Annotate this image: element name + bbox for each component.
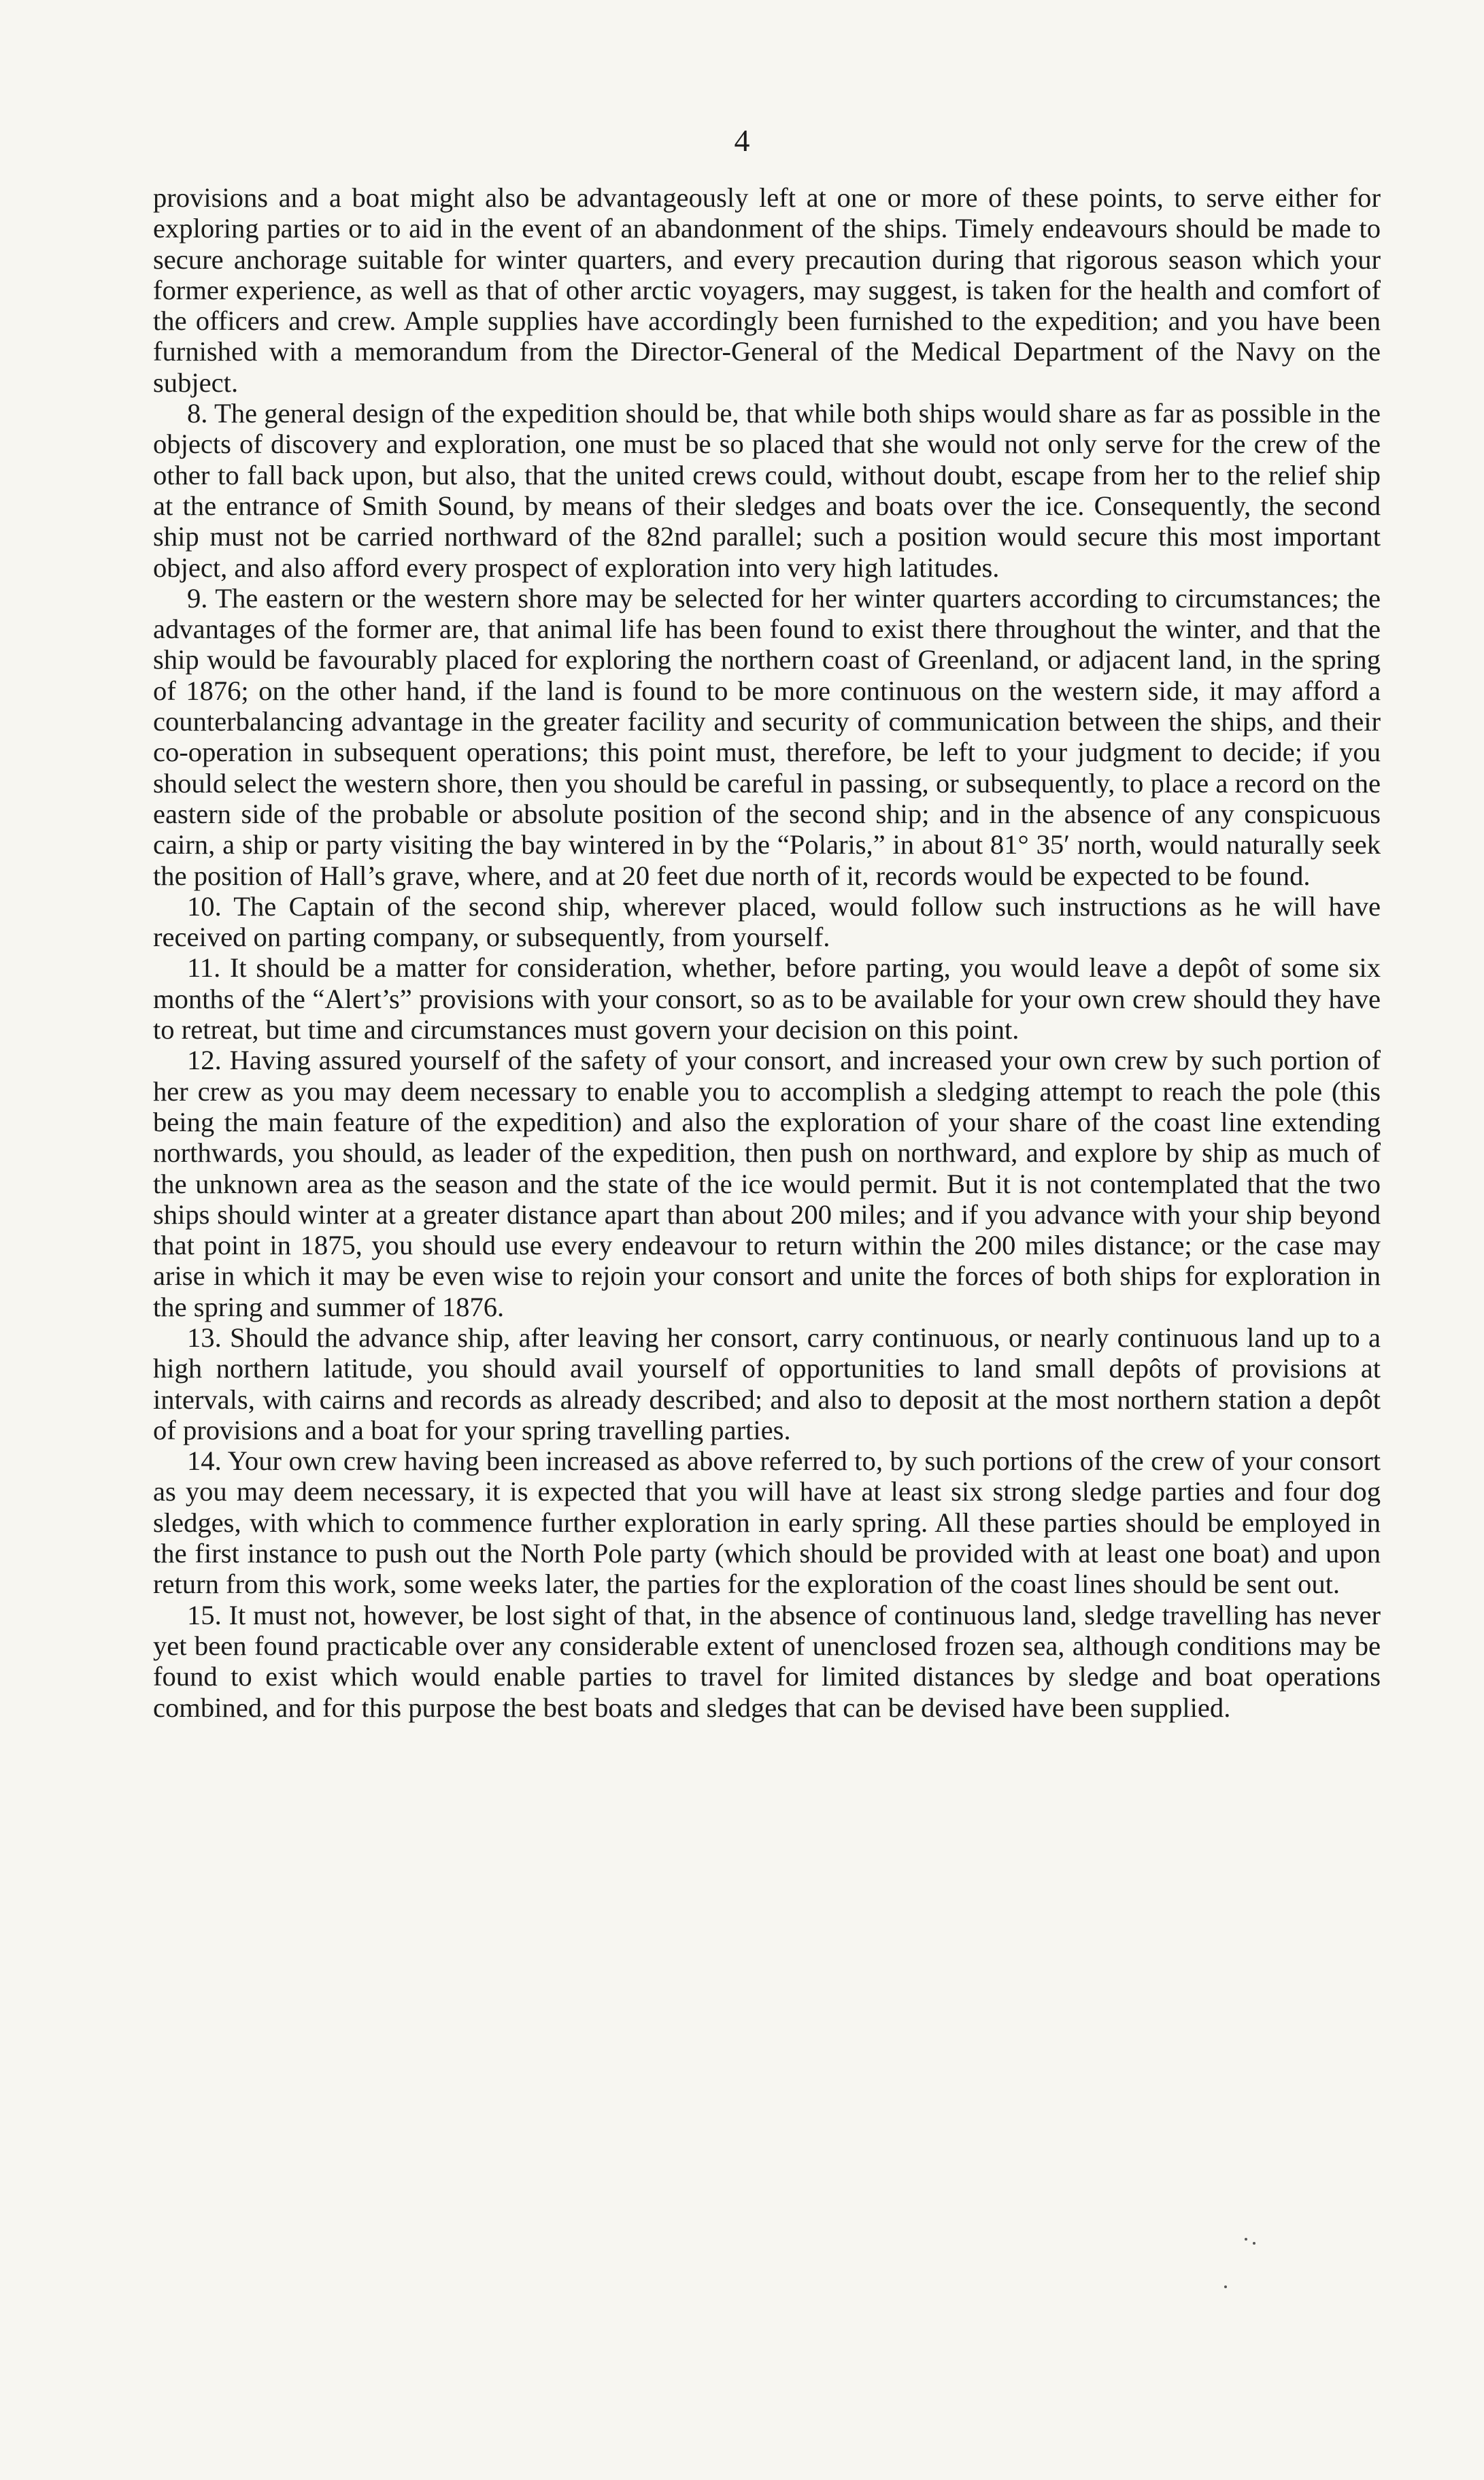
paragraph-10: 10. The Captain of the second ship, wherever placed, would follow such instructions as he will have received on parting company, or subsequently, from yourself. [153, 890, 1381, 953]
paragraph-8: 8. The general design of the expedition should be, that while both ships would share as far as possible in the objects of discovery and exploration, one must be so placed that she would not only serve for the crew of the other to fall back upon, but also, that the united crews could, without doubt, escape from her to the relief ship at the entrance of Smith Sound, by means of their sledges and boats over the ice. Consequently, the second ship must not be carried northward of the 82nd parallel; such a position would secure this most important object, and also afford every prospect of exploration into very high latitudes. [153, 398, 1381, 583]
paragraph-15: 15. It must not, however, be lost sight of that, in the absence of continuous land, sledge travelling has never yet been found practicable over any considerable extent of unenclosed frozen sea, although conditions may be found to exist which would enable parties to travel for limited distances by sledge and boat operations combined, and for this purpose the best boats and sledges that can be devised have been supplied. [153, 1599, 1381, 1723]
print-speck [1245, 2238, 1247, 2241]
print-speck [1224, 2285, 1227, 2288]
paragraph-continuation: provisions and a boat might also be advantageously left at one or more of these points, to serve either for exploring parties or to aid in the event of an abandonment of the ships. Timely endeavours should be made to secure anchorage suitable for winter quarters, and every precaution during that rigorous season which your former experience, as well as that of other arctic voyagers, may suggest, is taken for the health and comfort of the officers and crew. Ample supplies have accordingly been furnished to the expedition; and you have been furnished with a memorandum from the Director-General of the Medical Department of the Navy on the subject. [153, 182, 1381, 398]
paragraph-14: 14. Your own crew having been increased as above referred to, by such portions of the crew of your consort as you may deem necessary, it is expected that you will have at least six strong sledge parties and four dog sledges, with which to commence further exploration in early spring. All these parties should be employed in the first instance to push out the North Pole party (which should be provided with at least one boat) and upon return from this work, some weeks later, the parties for the exploration of the coast lines should be sent out. [153, 1445, 1381, 1600]
print-speck [1253, 2242, 1255, 2245]
paragraph-11: 11. It should be a matter for consideration, whether, before parting, you would leave a depôt of some six months of the “Alert’s” provisions with your consort, so as to be available for your own crew should they have to retreat, but time and circumstances must govern your decision on this point. [153, 952, 1381, 1045]
paragraph-13: 13. Should the advance ship, after leaving her consort, carry continuous, or nearly continuous land up to a high northern latitude, you should avail yourself of opportunities to land small depôts of provisions at intervals, with cairns and records as already described; and also to deposit at the most northern station a depôt of provisions and a boat for your spring travelling parties. [153, 1322, 1381, 1445]
page-number: 4 [734, 123, 750, 158]
paragraph-9: 9. The eastern or the western shore may be selected for her winter quarters according to circumstances; the advantages of the former are, that animal life has been found to exist there throughout the winter, and that the ship would be favourably placed for exploring the northern coast of Greenland, or adjacent land, in the spring of 1876; on the other hand, if the land is found to be more continuous on the western side, it may afford a counterbalancing advantage in the greater facility and security of communication between the ships, and their co-operation in subsequent operations; this point must, therefore, be left to your judgment to decide; if you should select the western shore, then you should be careful in passing, or subsequently, to place a record on the eastern side of the probable or absolute position of the second ship; and in the absence of any conspicuous cairn, a ship or party visiting the bay wintered in by the “Polaris,” in about 81° 35′ north, would naturally seek the position of Hall’s grave, where, and at 20 feet due north of it, records would be expected to be found. [153, 582, 1381, 891]
paragraph-12: 12. Having assured yourself of the safety of your consort, and increased your own crew by such portion of her crew as you may deem necessary to enable you to accomplish a sledging attempt to reach the pole (this being the main feature of the expedition) and also the exploration of your share of the coast line extending northwards, you should, as leader of the expedition, then push on northward, and explore by ship as much of the unknown area as the season and the state of the ice would permit. But it is not contemplated that the two ships should winter at a greater distance apart than about 200 miles; and if you advance with your ship beyond that point in 1875, you should use every endeavour to return within the 200 miles distance; or the case may arise in which it may be even wise to rejoin your consort and unite the forces of both ships for exploration in the spring and summer of 1876. [153, 1045, 1381, 1322]
body-text [153, 182, 1381, 1723]
